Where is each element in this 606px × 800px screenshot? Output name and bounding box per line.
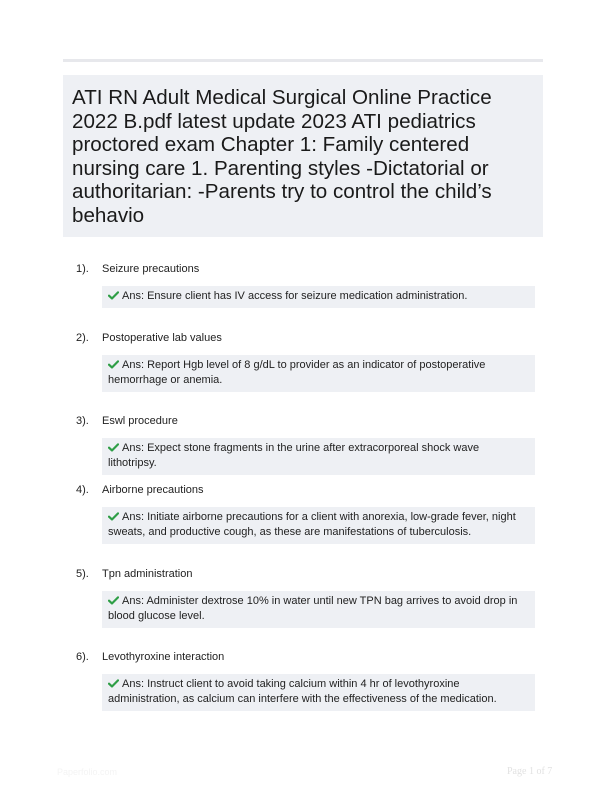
answer-box	[102, 286, 535, 308]
answer-text: Ans: Instruct client to avoid taking calcium within 4 hr of levothyroxine administration, as calcium can interfere with the effectiveness of the medication.	[108, 678, 497, 705]
answer-box	[102, 438, 535, 475]
question-text: Postoperative lab values	[102, 332, 222, 344]
answer-box	[102, 355, 535, 392]
question-text: Airborne precautions	[102, 484, 204, 496]
answer-box	[102, 674, 535, 711]
title-block	[63, 75, 543, 237]
question-number: 5).	[76, 568, 89, 580]
check-icon	[108, 291, 119, 300]
question-number: 6).	[76, 651, 89, 663]
check-icon	[108, 512, 119, 521]
answer-text: Ans: Initiate airborne precautions for a client with anorexia, low-grade fever, night sweats, and productive cough, as these are manifestations of tuberculosis.	[108, 511, 516, 538]
question-text: Tpn administration	[102, 568, 193, 580]
page-number: Page 1 of 7	[507, 766, 553, 777]
question-text: Seizure precautions	[102, 263, 200, 275]
answer-text: Ans: Expect stone fragments in the urine after extracorporeal shock wave lithotripsy.	[108, 442, 480, 469]
answer-text: Ans: Ensure client has IV access for seizure medication administration.	[122, 290, 468, 302]
document-title: ATI RN Adult Medical Surgical Online Practice 2022 B.pdf latest update 2023 ATI pediatrics proctored exam Chapter 1: Family centered nursing care 1. Parenting styles -Dictatorial or authoritarian: -Parents try to control the child’s behavio	[72, 86, 492, 227]
question-number: 3).	[76, 415, 89, 427]
answer-box	[102, 507, 535, 544]
answer-text: Ans: Report Hgb level of 8 g/dL to provider as an indicator of postoperative hemorrhage or anemia.	[108, 359, 486, 386]
footer-watermark: Paperfolio.com	[57, 767, 118, 777]
question-number: 1).	[76, 263, 89, 275]
question-number: 2).	[76, 332, 89, 344]
top-divider	[63, 59, 543, 62]
check-icon	[108, 596, 119, 605]
question-text: Levothyroxine interaction	[102, 651, 225, 663]
check-icon	[108, 679, 119, 688]
check-icon	[108, 360, 119, 369]
answer-text: Ans: Administer dextrose 10% in water until new TPN bag arrives to avoid drop in blood glucose level.	[108, 595, 518, 622]
answer-box	[102, 591, 535, 628]
question-text: Eswl procedure	[102, 415, 178, 427]
question-number: 4).	[76, 484, 89, 496]
check-icon	[108, 443, 119, 452]
